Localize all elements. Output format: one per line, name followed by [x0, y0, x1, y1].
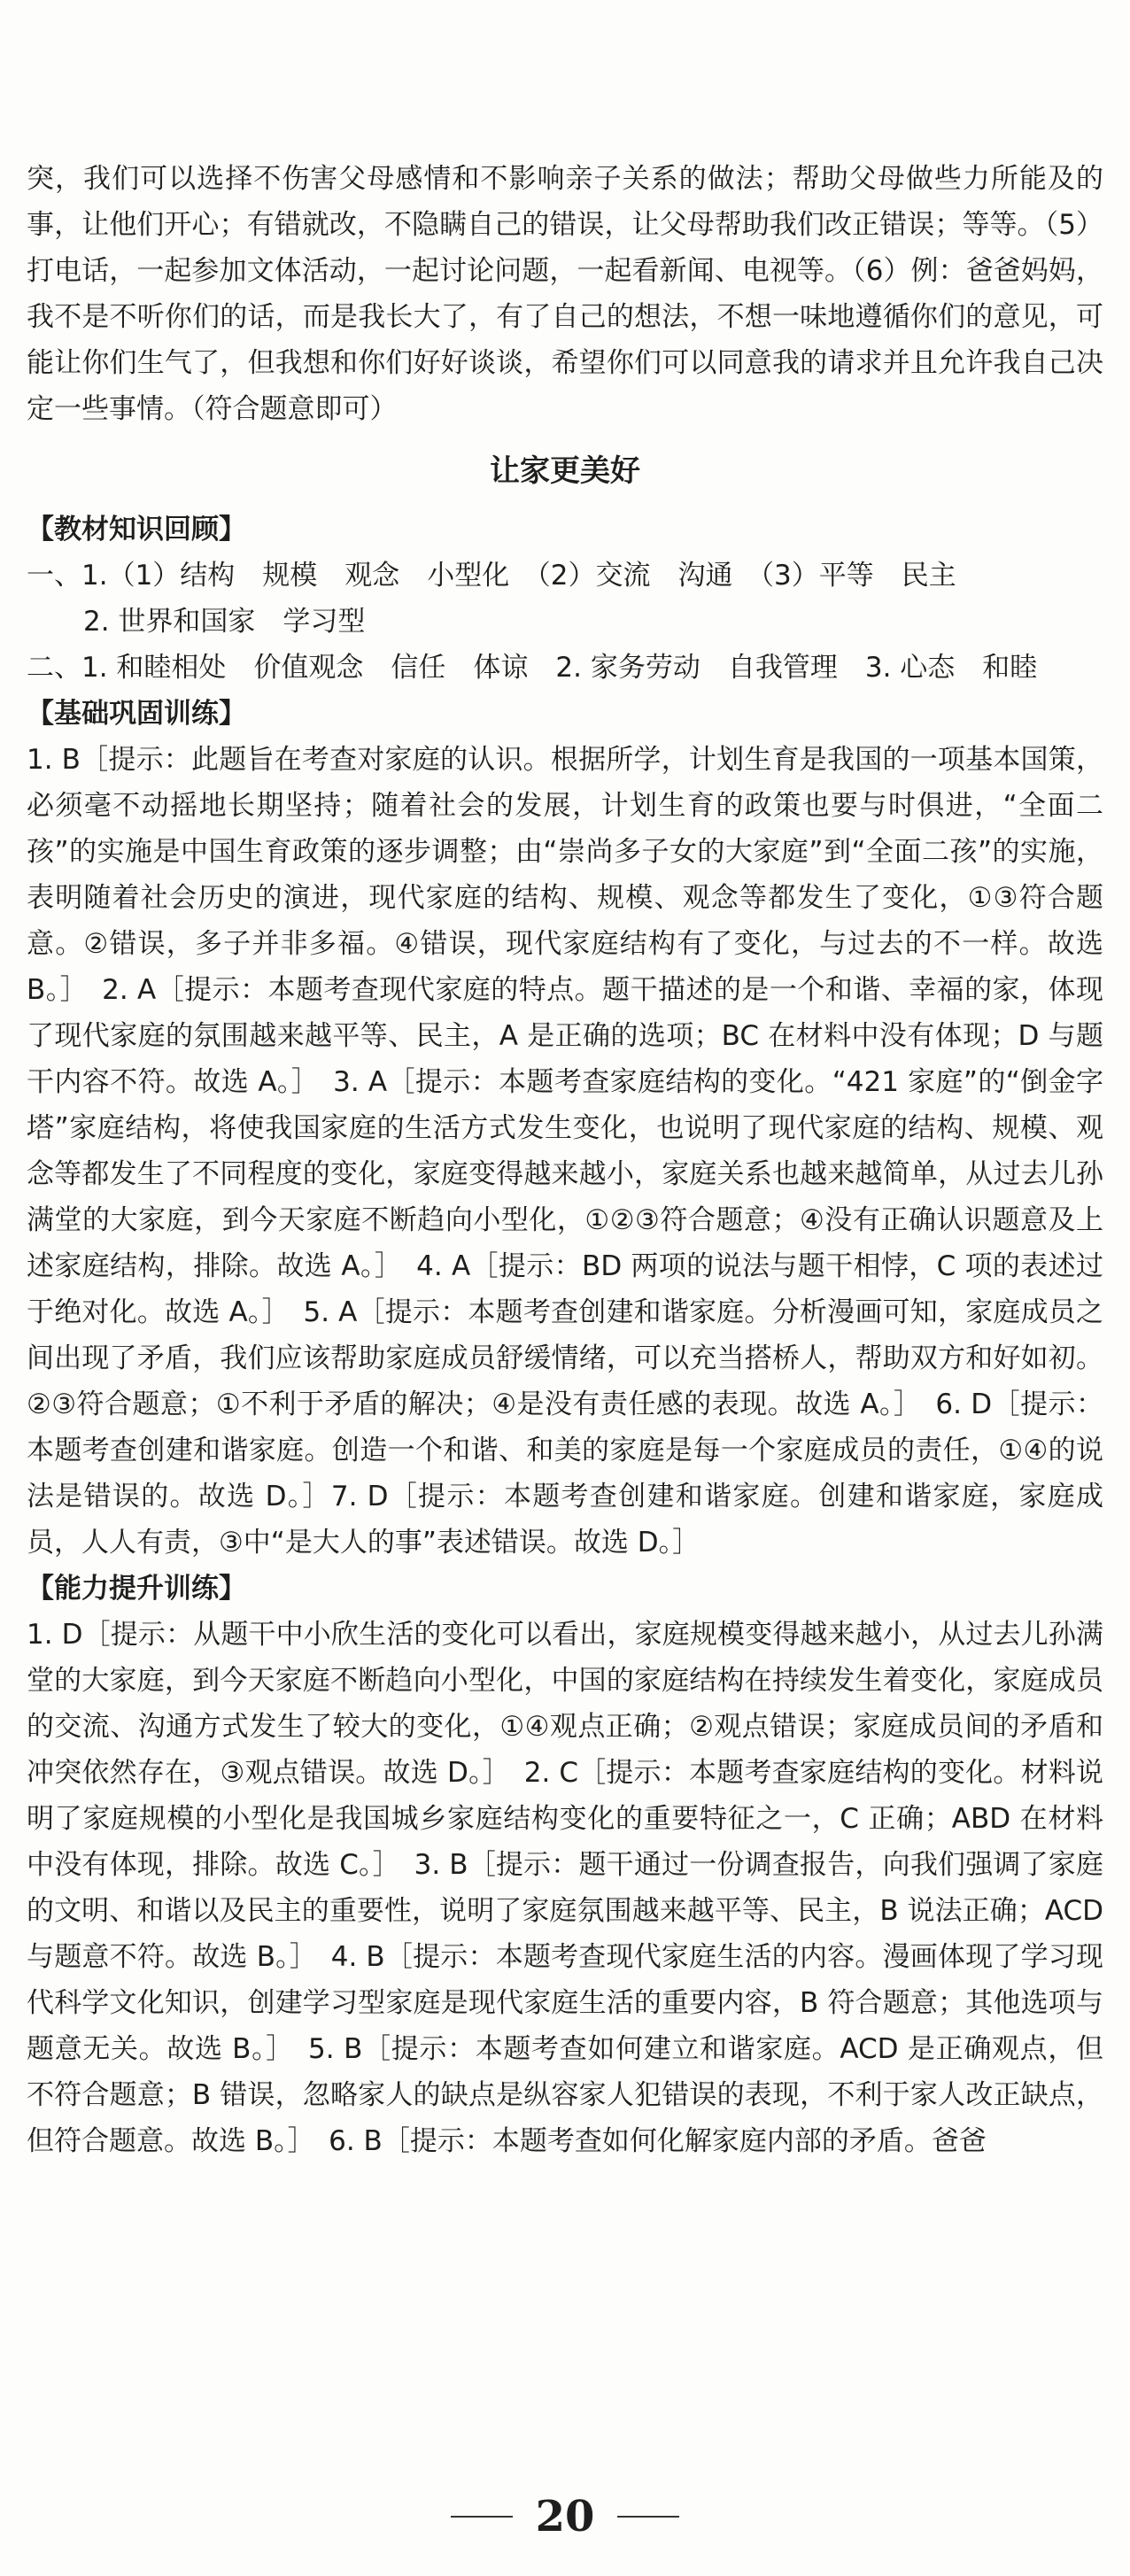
- lesson-title: 让家更美好: [490, 453, 640, 489]
- basic-training-answers: 1. B［提示：此题旨在考查对家庭的认识。根据所学，计划生育是我国的一项基本国策，必须毫不动摇地长期坚持；随着社会的发展，计划生育的政策也要与时俱进，“全面二孩”的实施是中国生育政策的逐步调整；由“崇尚多子女的大家庭”到“全面二孩”的实施，表明随着社会历史的演进，现代家庭的结构、规模、观念等都发生了变化，①③符合题意。②错误，多子并非多福。④错误，现代家庭结构有了变化，与过去的不一样。故选 B。］ 2. A［提示：本题考查现代家庭的特点。题干描述的是一个和谐、幸福的家，体现了现代家庭的氛围越来越平等、民主，A 是正确的选项；BC 在材料中没有体现；D 与题干内容不符。故选 A。］ 3. A［提示：本题考查家庭结构的变化。“421 家庭”的“倒金字塔”家庭结构，将使我国家庭的生活方式发生变化，也说明了现代家庭的结构、规模、观念等都发生了不同程度的变化，家庭变得越来越小，家庭关系也越来越简单，从过去儿孙满堂的大家庭，到今天家庭不断趋向小型化，①②③符合题意；④没有正确认识题意及上述家庭结构，排除。故选 A。］ 4. A［提示：BD 两项的说法与题干相悖，C 项的表述过于绝对化。故选 A。］ 5. A［提示：本题考查创建和谐家庭。分析漫画可知，家庭成员之间出现了矛盾，我们应该帮助家庭成员舒缓情绪，可以充当搭桥人，帮助双方和好如初。②③符合题意；①不利于矛盾的解决；④是没有责任感的表现。故选 A。］ 6. D［提示：本题考查创建和谐家庭。创造一个和谐、和美的家庭是每一个家庭成员的责任，①④的说法是错误的。故选 D。］7. D［提示：本题考查创建和谐家庭。创建和谐家庭，家庭成员，人人有责，③中“是大人的事”表述错误。故选 D。］: [27, 744, 1103, 1559]
- footer-left-rule: [451, 2516, 513, 2518]
- review-line-2: 2. 世界和国家 学习型: [83, 606, 366, 638]
- section-heading-basic-training: 【基础巩固训练】: [27, 698, 246, 730]
- page-number: 20: [535, 2492, 595, 2541]
- intro-paragraph: 突，我们可以选择不伤害父母感情和不影响亲子关系的做法；帮助父母做些力所能及的事，让他们开心；有错就改，不隐瞒自己的错误，让父母帮助我们改正错误；等等。（5）打电话，一起参加文体活动，一起讨论问题，一起看新闻、电视等。（6）例：爸爸妈妈，我不是不听你们的话，而是我长大了，有了自己的想法，不想一味地遵循你们的意见，可能让你们生气了，但我想和你们好好谈谈，希望你们可以同意我的请求并且允许我自己决定一些事情。（符合题意即可）: [27, 163, 1103, 425]
- page-footer: [0, 2490, 1130, 2543]
- ability-training-answers: 1. D［提示：从题干中小欣生活的变化可以看出，家庭规模变得越来越小，从过去儿孙满堂的大家庭，到今天家庭不断趋向小型化，中国的家庭结构在持续发生着变化，家庭成员的交流、沟通方式发生了较大的变化，①④观点正确；②观点错误；家庭成员间的矛盾和冲突依然存在，③观点错误。故选 D。］ 2. C［提示：本题考查家庭结构的变化。材料说明了家庭规模的小型化是我国城乡家庭结构变化的重要特征之一，C 正确；ABD 在材料中没有体现，排除。故选 C。］ 3. B［提示：题干通过一份调查报告，向我们强调了家庭的文明、和谐以及民主的重要性，说明了家庭氛围越来越平等、民主，B 说法正确；ACD 与题意不符。故选 B。］ 4. B［提示：本题考查现代家庭生活的内容。漫画体现了学习现代科学文化知识，创建学习型家庭是现代家庭生活的重要内容，B 符合题意；其他选项与题意无关。故选 B。］ 5. B［提示：本题考查如何建立和谐家庭。ACD 是正确观点，但不符合题意；B 错误，忽略家人的缺点是纵容家人犯错误的表现，不利于家人改正缺点，但符合题意。故选 B。］ 6. B［提示：本题考查如何化解家庭内部的矛盾。爸爸: [27, 1619, 1103, 2157]
- review-line-3: 二、1. 和睦相处 价值观念 信任 体谅 2. 家务劳动 自我管理 3. 心态 和睦: [27, 652, 1038, 684]
- section-heading-ability-training: 【能力提升训练】: [27, 1573, 246, 1605]
- section-heading-textbook-review: 【教材知识回顾】: [27, 514, 246, 545]
- footer-right-rule: [617, 2516, 679, 2518]
- page-content: [27, 156, 1103, 2164]
- review-line-1: 一、1.（1）结构 规模 观念 小型化 （2）交流 沟通 （3）平等 民主: [27, 560, 956, 592]
